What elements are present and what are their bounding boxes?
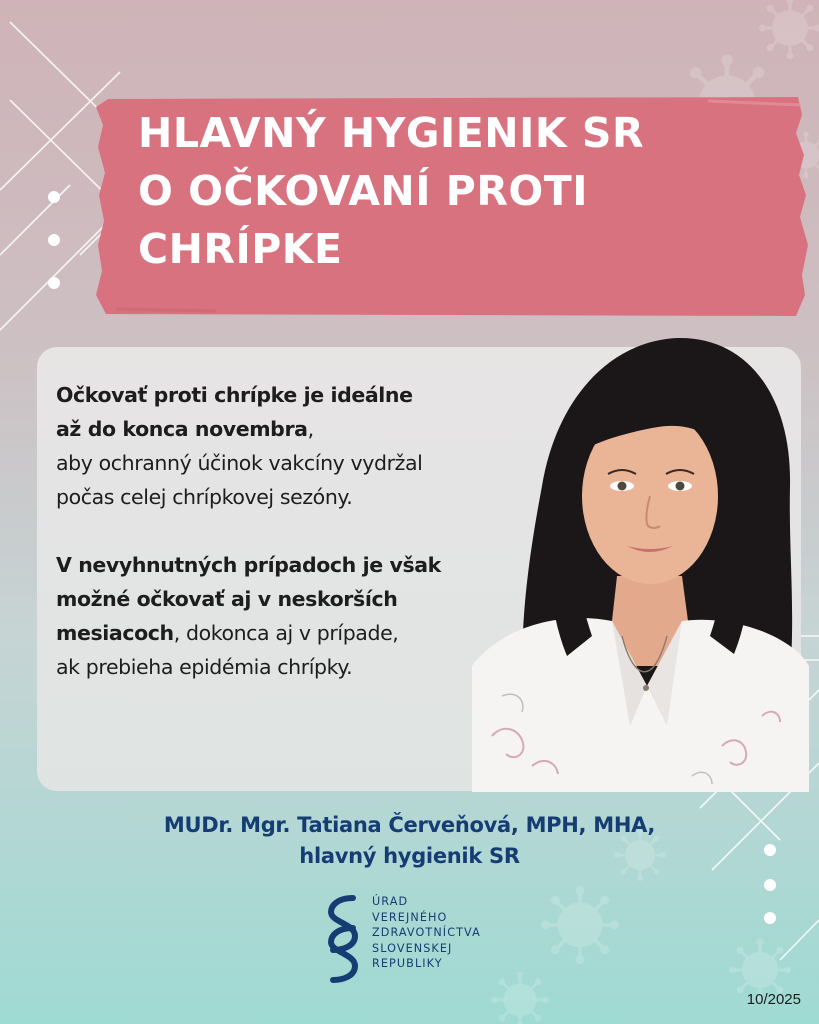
- quote-text-span: ak prebieha epidémia chrípky.: [56, 655, 353, 679]
- author-signature: [0, 810, 819, 872]
- title-line: HLAVNÝ HYGIENIK SR: [138, 109, 645, 157]
- logo-line: REPUBLIKY: [372, 957, 443, 970]
- author-role: hlavný hygienik SR: [299, 844, 520, 868]
- quote-paragraph-2: [56, 548, 476, 684]
- author-name: MUDr. Mgr. Tatiana Červeňová, MPH, MHA,: [163, 813, 656, 837]
- logo-line: ZDRAVOTNÍCTVA: [372, 926, 481, 939]
- quote-text: [56, 378, 476, 684]
- poster-title: [138, 104, 738, 278]
- logo-s-icon: [325, 894, 361, 984]
- quote-text-span: aby ochranný účinok vakcíny vydržal: [56, 451, 423, 475]
- title-line: CHRÍPKE: [138, 225, 343, 273]
- logo-line: SLOVENSKEJ: [372, 941, 453, 955]
- issue-date: 10/2025: [746, 991, 801, 1008]
- logo-line: ÚRAD: [372, 895, 409, 908]
- quote-bold-text: Očkovať proti chrípke je ideálne: [56, 383, 413, 407]
- quote-bold-text: mesiacoch: [56, 621, 174, 645]
- quote-bold-text: V nevyhnutných prípadoch je však: [56, 553, 441, 577]
- quote-text-span: , dokonca aj v prípade,: [173, 621, 399, 645]
- title-line: O OČKOVANÍ PROTI: [138, 167, 588, 215]
- quote-paragraph-1: [56, 378, 476, 514]
- quote-text-span: ,: [307, 417, 314, 441]
- logo-text: [372, 894, 481, 972]
- quote-bold-text: možné očkovať aj v neskorších: [56, 587, 398, 611]
- quote-bold-text: až do konca novembra: [56, 417, 308, 441]
- quote-text-span: počas celej chrípkovej sezóny.: [56, 485, 353, 509]
- portrait-photo: [472, 336, 809, 792]
- logo-line: VEREJNÉHO: [372, 910, 448, 924]
